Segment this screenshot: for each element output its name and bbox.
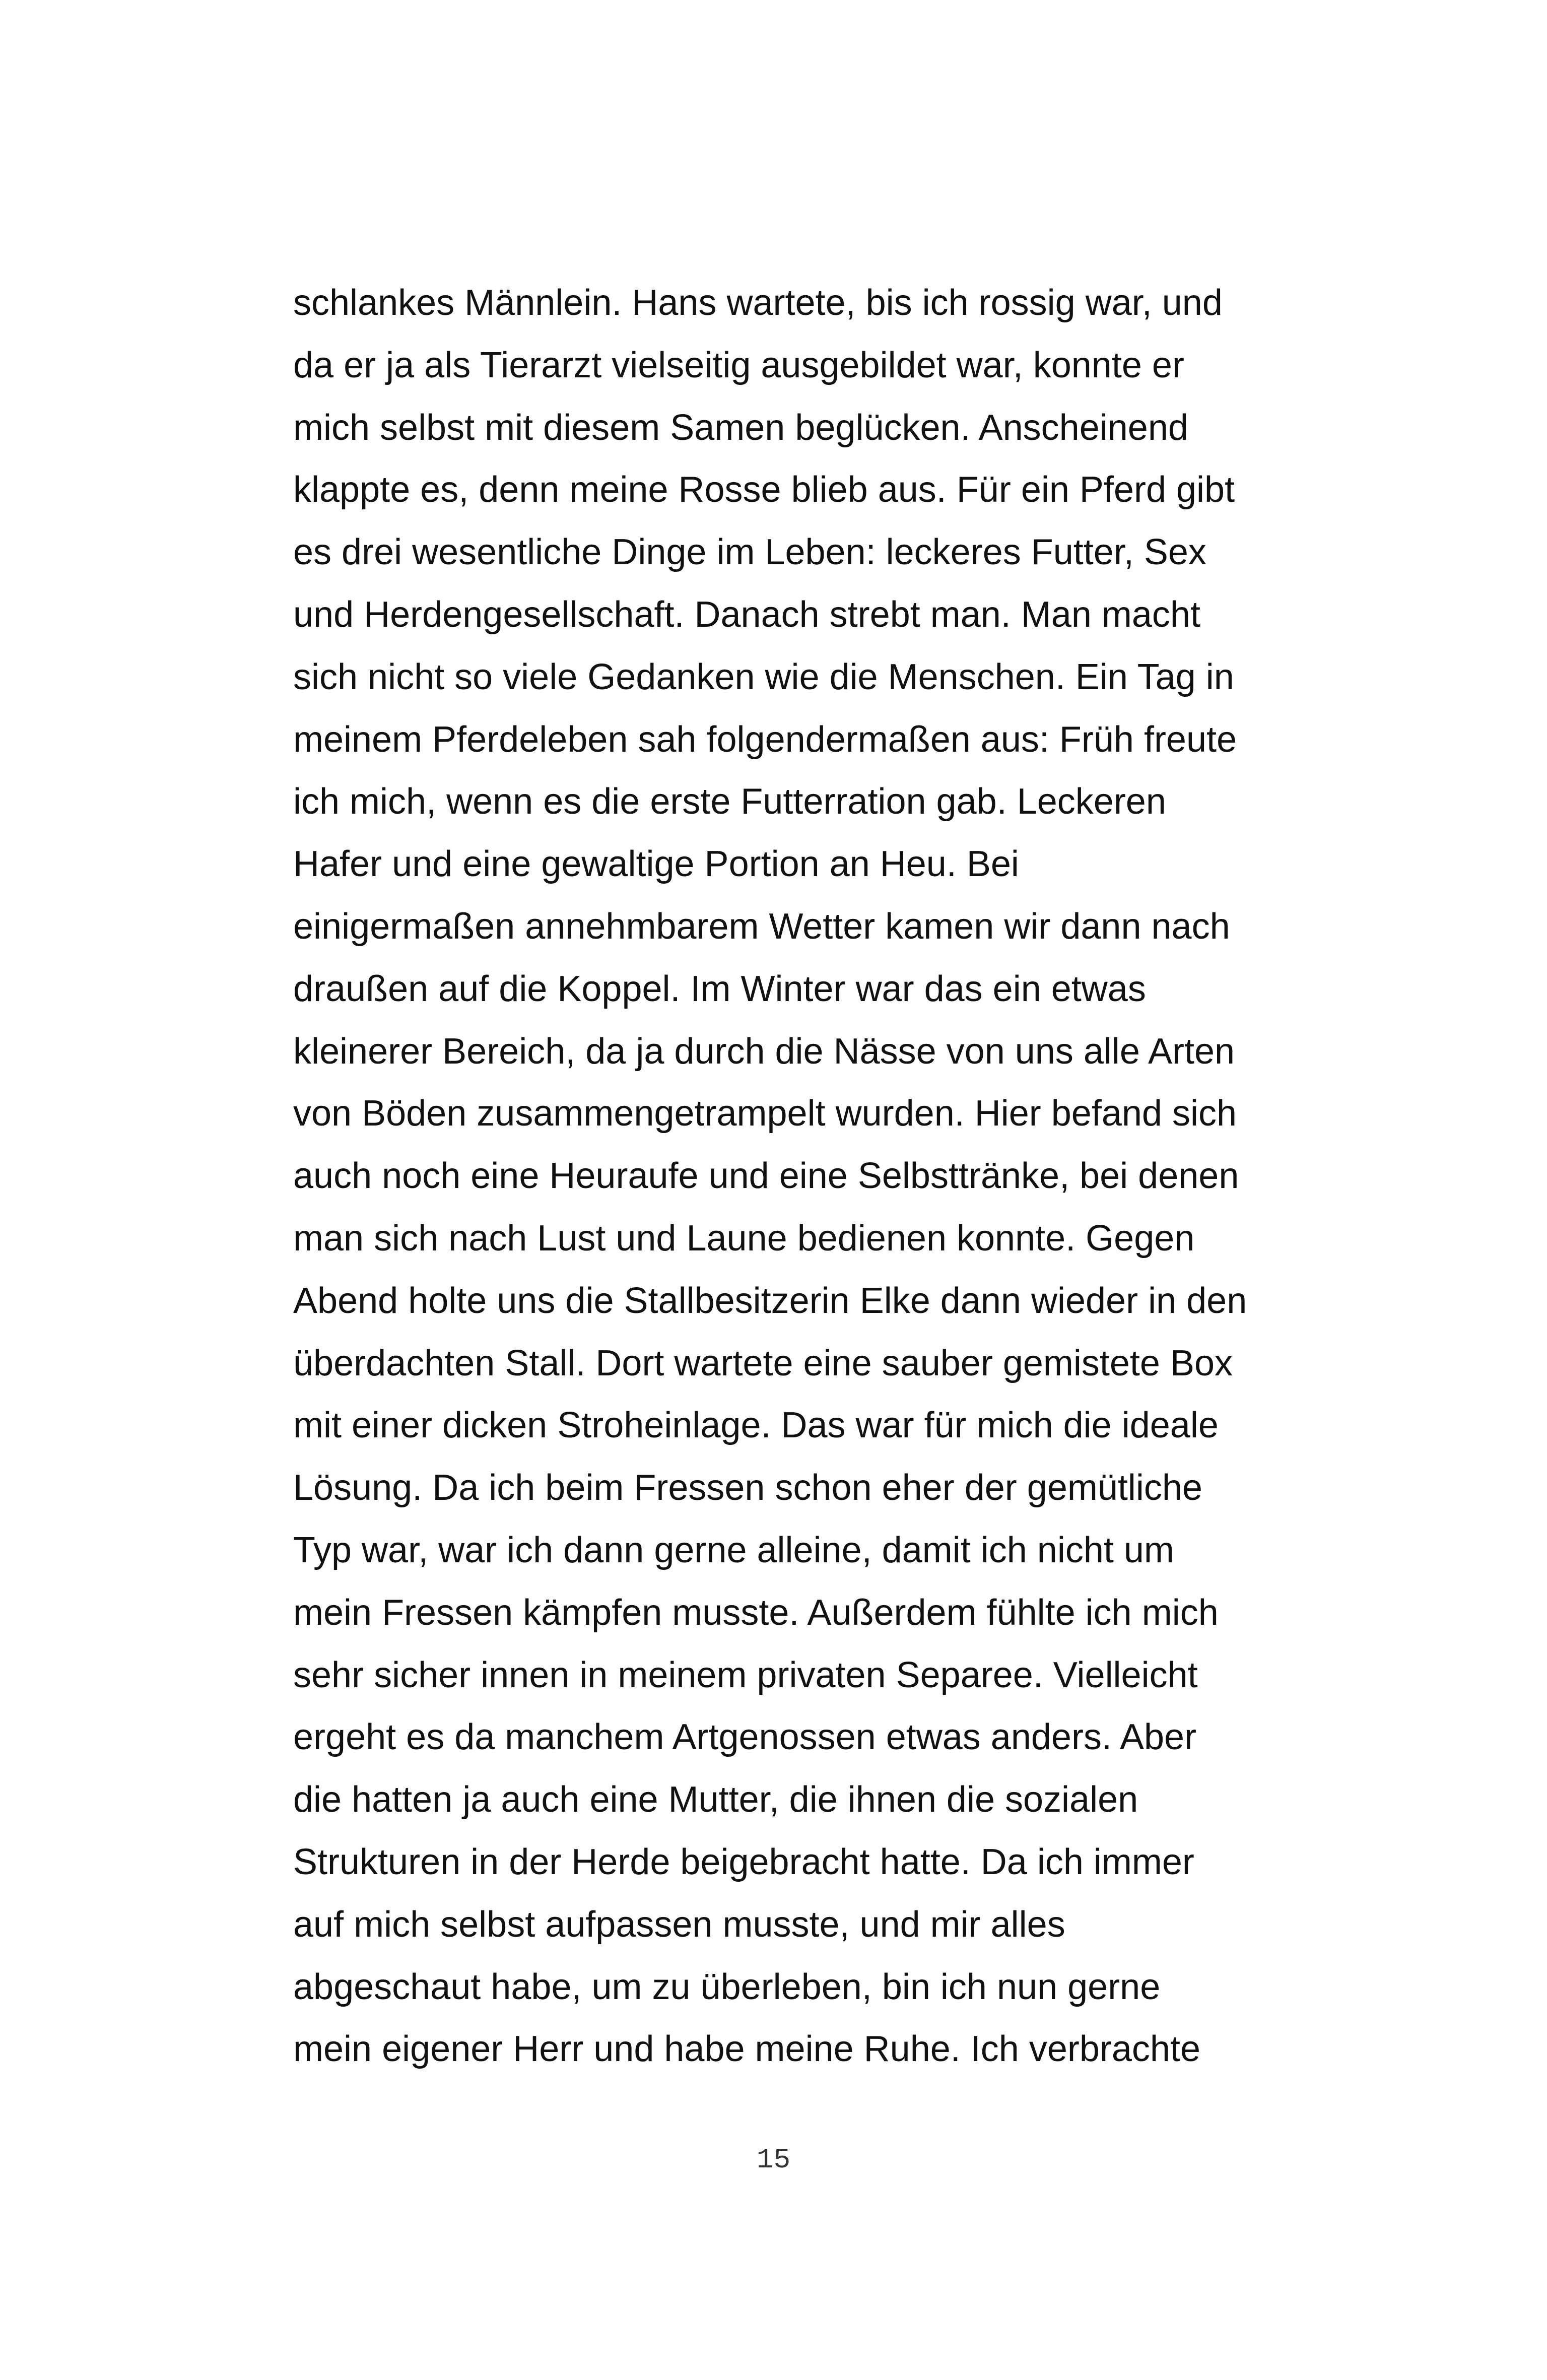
text-line: meinem Pferdeleben sah folgendermaßen aus: Früh freute (293, 719, 1237, 760)
text-line: mein Fressen kämpfen musste. Außerdem fühlte ich mich (293, 1592, 1219, 1633)
text-line: ich mich, wenn es die erste Futterration gab. Leckeren (293, 781, 1166, 822)
text-line: schlankes Männlein. Hans wartete, bis ich rossig war, und (293, 283, 1223, 323)
text-line: Abend holte uns die Stallbesitzerin Elke dann wieder in den (293, 1280, 1247, 1321)
body-text (293, 272, 1275, 2081)
text-line: überdachten Stall. Dort wartete eine sauber gemistete Box (293, 1343, 1233, 1383)
text-line: von Böden zusammengetrampelt wurden. Hier befand sich (293, 1093, 1237, 1134)
text-line: die hatten ja auch eine Mutter, die ihnen die sozialen (293, 1779, 1138, 1820)
text-line: es drei wesentliche Dinge im Leben: leckeres Futter, Sex (293, 532, 1206, 573)
text-line: mich selbst mit diesem Samen beglücken. Anscheinend (293, 407, 1188, 448)
text-line: und Herdengesellschaft. Danach strebt man. Man macht (293, 594, 1200, 635)
text-line: einigermaßen annehmbarem Wetter kamen wir dann nach (293, 906, 1230, 947)
text-line: mein eigener Herr und habe meine Ruhe. Ich verbrachte (293, 2029, 1201, 2070)
text-line: Strukturen in der Herde beigebracht hatte. Da ich immer (293, 1841, 1194, 1882)
text-line: kleinerer Bereich, da ja durch die Nässe von uns alle Arten (293, 1031, 1235, 1072)
text-line: Lösung. Da ich beim Fressen schon eher der gemütliche (293, 1468, 1202, 1508)
text-line: sehr sicher innen in meinem privaten Separee. Vielleicht (293, 1655, 1198, 1695)
text-line: Typ war, war ich dann gerne alleine, damit ich nicht um (293, 1530, 1174, 1570)
text-line: auf mich selbst aufpassen musste, und mir alles (293, 1904, 1065, 1945)
text-line: abgeschaut habe, um zu überleben, bin ich nun gerne (293, 1966, 1161, 2007)
text-line: sich nicht so viele Gedanken wie die Menschen. Ein Tag in (293, 656, 1234, 697)
text-line: auch noch eine Heuraufe und eine Selbsttränke, bei denen (293, 1156, 1239, 1197)
page-number: 15 (756, 2144, 791, 2176)
text-line: klappte es, denn meine Rosse blieb aus. Für ein Pferd gibt (293, 470, 1235, 510)
text-line: man sich nach Lust und Laune bedienen konnte. Gegen (293, 1218, 1195, 1259)
text-line: da er ja als Tierarzt vielseitig ausgebildet war, konnte er (293, 345, 1184, 385)
text-line: Hafer und eine gewaltige Portion an Heu. Bei (293, 844, 1019, 885)
text-line: ergeht es da manchem Artgenossen etwas anders. Aber (293, 1717, 1197, 1758)
text-line: draußen auf die Koppel. Im Winter war das ein etwas (293, 968, 1146, 1009)
text-line: mit einer dicken Stroheinlage. Das war für mich die ideale (293, 1405, 1219, 1446)
